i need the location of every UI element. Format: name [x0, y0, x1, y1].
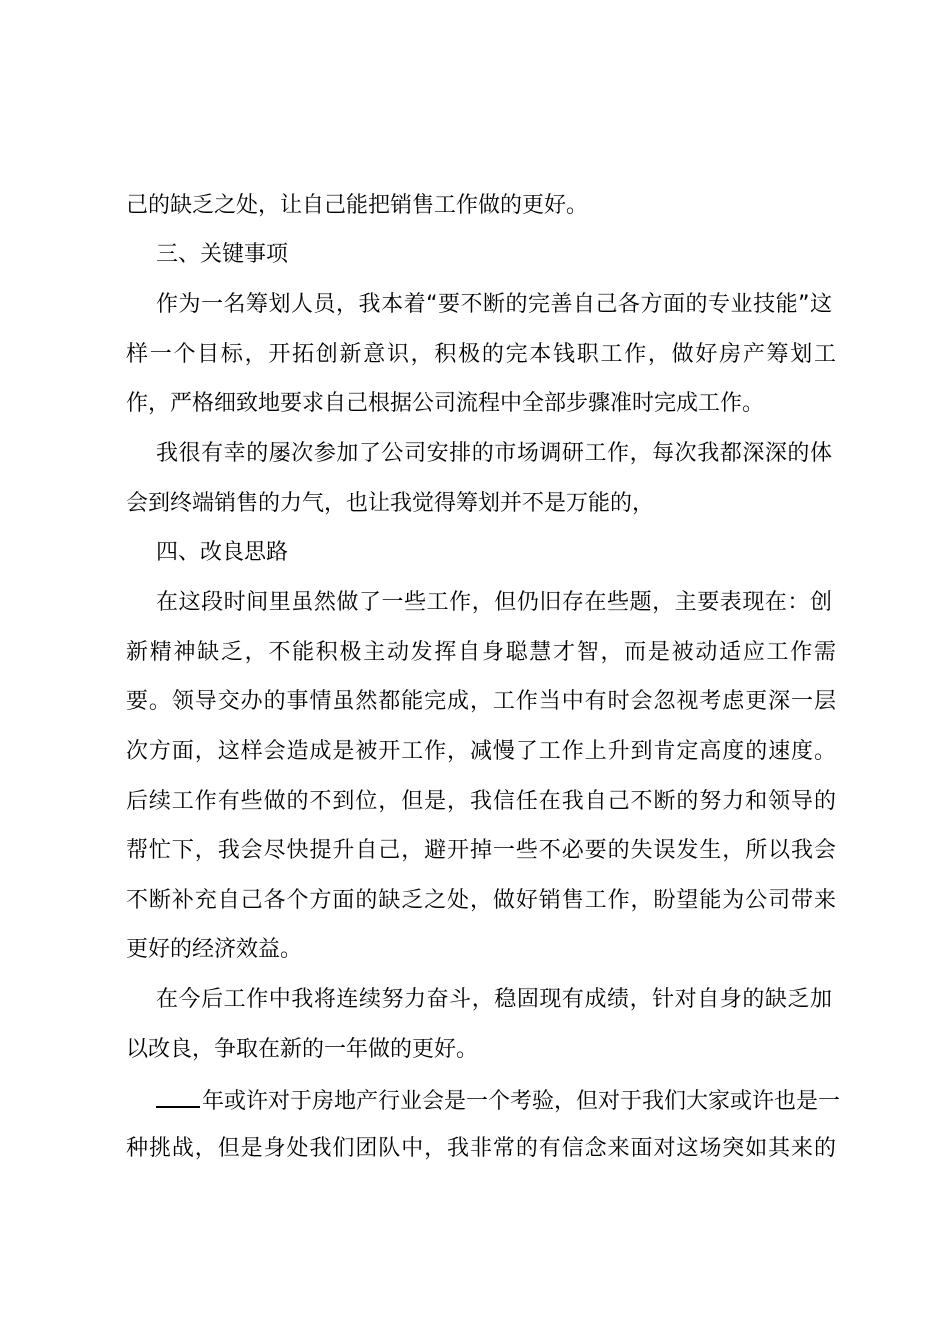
paragraph-line: 在这段时间里虽然做了一些工作，但仍旧存在些题，主要表现在：创	[156, 590, 832, 615]
paragraph-line: 我很有幸的屡次参加了公司安排的市场调研工作，每次我都深深的体	[156, 441, 832, 466]
paragraph-line: 次方面，这样会造成是被开工作，减慢了工作上升到肯定高度的速度。	[126, 739, 836, 764]
paragraph-line: 在今后工作中我将连续努力奋斗，稳固现有成绩，针对自身的缺乏加	[156, 987, 832, 1012]
paragraph-line: 后续工作有些做的不到位，但是，我信任在我自己不断的努力和领导的	[126, 789, 836, 814]
fill-in-blank	[156, 1084, 200, 1108]
paragraph-line: 作，严格细致地要求自己根据公司流程中全部步骤准时完成工作。	[126, 391, 765, 416]
paragraph-line-text: 年或许对于房地产行业会是一个考验，但对于我们大家或许也是一	[202, 1089, 841, 1114]
paragraph-line: 会到终端销售的力气，也让我觉得筹划并不是万能的，	[126, 491, 655, 516]
paragraph-line: 更好的经济效益。	[126, 937, 303, 962]
section-heading: 四、改良思路	[156, 540, 289, 565]
paragraph-line: 以改良，争取在新的一年做的更好。	[126, 1037, 479, 1062]
paragraph-line: 种挑战，但是身处我们团队中，我非常的有信念来面对这场突如其来的	[126, 1136, 836, 1161]
paragraph-line: 要。领导交办的事情虽然都能完成，工作当中有时会忽视考虑更深一层	[126, 689, 836, 714]
paragraph-line: 不断补充自己各个方面的缺乏之处，做好销售工作，盼望能为公司带来	[126, 888, 836, 913]
paragraph-line: 新精神缺乏，不能积极主动发挥自身聪慧才智，而是被动适应工作需	[126, 640, 836, 665]
paragraph-line-with-blank	[156, 1084, 841, 1117]
paragraph-line: 样一个目标，开拓创新意识，积极的完本钱职工作，做好房产筹划工	[126, 342, 836, 367]
paragraph-line: 帮忙下，我会尽快提升自己，避开掉一些不必要的失误发生，所以我会	[126, 838, 836, 863]
section-heading: 三、关键事项	[156, 242, 289, 267]
paragraph-line: 己的缺乏之处，让自己能把销售工作做的更好。	[126, 193, 589, 218]
paragraph-line: 作为一名筹划人员，我本着“要不断的完善自己各方面的专业技能”这	[156, 292, 832, 317]
